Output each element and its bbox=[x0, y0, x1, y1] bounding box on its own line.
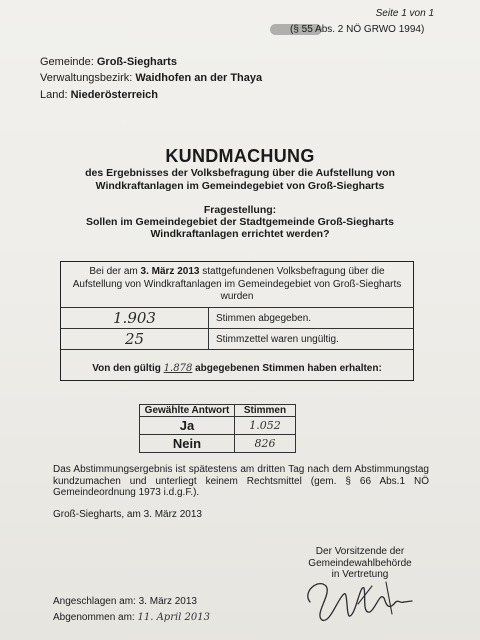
votes-column-header: Stimmen bbox=[235, 405, 296, 417]
votes-no: 826 bbox=[235, 435, 296, 453]
results-table bbox=[139, 404, 296, 453]
legal-reference: (§ 55 Abs. 2 NÖ GRWO 1994) bbox=[290, 24, 425, 35]
header-label: Gemeinde: bbox=[40, 56, 94, 68]
votes-cast-row bbox=[61, 307, 413, 328]
question-heading: Fragestellung: bbox=[203, 204, 277, 216]
place-date: Groß-Siegharts, am 3. März 2013 bbox=[53, 509, 202, 520]
results-header-row bbox=[140, 405, 296, 417]
votes-cast-label: Stimmen abgegeben. bbox=[216, 313, 312, 324]
signature-line-2: Gemeindewahlbehörde bbox=[308, 557, 412, 569]
posted-label: Angeschlagen am: bbox=[53, 596, 136, 607]
posted-value: 3. März 2013 bbox=[138, 596, 197, 607]
box-intro-line-3: wurden bbox=[220, 291, 254, 302]
handwritten-signature bbox=[300, 574, 415, 626]
header-label: Verwaltungsbezirk: bbox=[40, 72, 133, 84]
valid-votes-post: abgegebenen Stimmen haben erhalten: bbox=[195, 363, 382, 374]
legal-paragraph: Das Abstimmungsergebnis ist spätestens am dritten Tag nach dem Abstimmungstag kundzumachen und unterliegt keinem Rechtsmittel (gem. § 66 Abs.1 NÖ Gemeindeordnung 1973 i.d.g.F.). bbox=[53, 464, 429, 498]
invalid-votes-value: 25 bbox=[61, 329, 209, 349]
document-title: KUNDMACHUNG bbox=[165, 146, 315, 166]
valid-votes-value: 1.878 bbox=[163, 363, 193, 374]
answer-column-header: Gewählte Antwort bbox=[140, 405, 235, 417]
signature-line-1: Der Vorsitzende der bbox=[315, 546, 405, 557]
header-district bbox=[40, 71, 262, 85]
posted-line bbox=[53, 596, 197, 607]
intro-pre: Bei der am bbox=[89, 266, 141, 277]
box-intro-line-1 bbox=[61, 266, 413, 279]
table-row bbox=[140, 435, 296, 453]
header-municipality bbox=[40, 55, 177, 69]
subtitle-line-1: des Ergebnisses der Volksbefragung über die Aufstellung von bbox=[85, 167, 395, 179]
removed-label: Abgenommen am: bbox=[53, 612, 135, 623]
votes-cast-value: 1.903 bbox=[61, 308, 209, 328]
intro-post: stattgefundenen Volksbefragung über die bbox=[199, 266, 385, 277]
header-value: Groß-Siegharts bbox=[96, 56, 177, 68]
box-intro-line-2: Aufstellung von Windkraftanlagen im Gemeindegebiet von Groß-Siegharts bbox=[72, 278, 402, 290]
header-value: Waidhofen an der Thaya bbox=[135, 72, 263, 84]
intro-date: 3. März 2013 bbox=[140, 266, 200, 277]
answer-yes: Ja bbox=[140, 417, 235, 435]
box-intro bbox=[61, 266, 413, 304]
signature-line-3: in Vertretung bbox=[331, 569, 389, 580]
valid-votes-line bbox=[61, 363, 413, 374]
table-row bbox=[140, 417, 296, 435]
answer-no: Nein bbox=[140, 435, 235, 453]
invalid-votes-label: Stimmzettel waren ungültig. bbox=[216, 334, 339, 345]
question-line-1: Sollen im Gemeindegebiet der Stadtgemeinde Groß-Siegharts bbox=[85, 216, 395, 228]
valid-votes-pre: Von den gültig bbox=[92, 363, 161, 374]
page-info: Seite 1 von 1 bbox=[375, 8, 434, 19]
removed-line bbox=[53, 612, 210, 623]
header-label: Land: bbox=[40, 89, 68, 101]
votes-yes: 1.052 bbox=[235, 417, 296, 435]
invalid-votes-row bbox=[61, 328, 413, 350]
vote-count-box bbox=[60, 261, 414, 381]
question-line-2: Windkraftanlagen errichtet werden? bbox=[150, 228, 330, 240]
removed-value: 11. April 2013 bbox=[137, 612, 211, 623]
header-value: Niederösterreich bbox=[70, 89, 159, 101]
subtitle-line-2: Windkraftanlagen im Gemeindegebiet von Groß-Siegharts bbox=[95, 180, 385, 192]
header-state bbox=[40, 88, 158, 102]
